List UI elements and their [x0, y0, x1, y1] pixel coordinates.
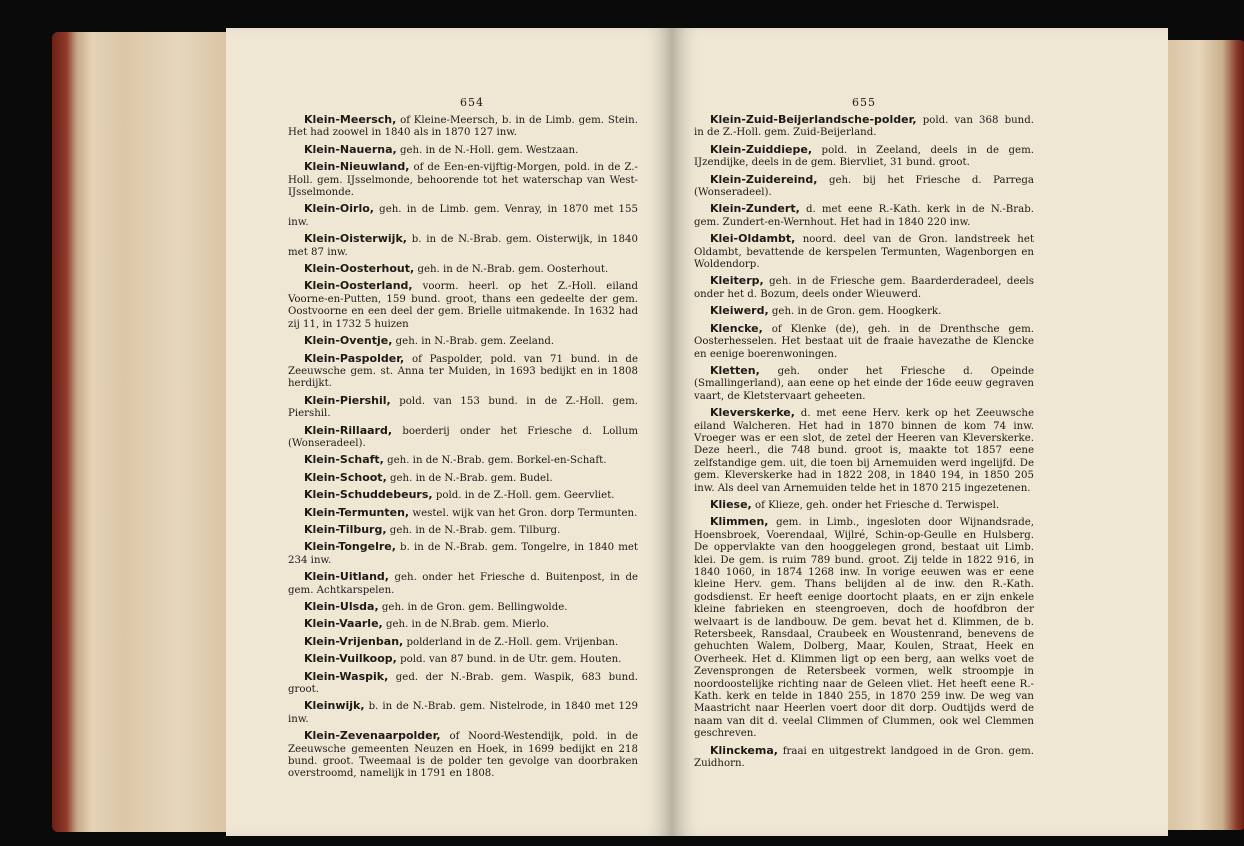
dictionary-entry: [694, 516, 1034, 740]
entry-text: pold. in Zeeland, deels in de gem. IJzendijke, deels in de gem. Biervliet, 31 bund. groot.: [694, 144, 1034, 169]
dictionary-entry: [694, 365, 1034, 403]
entry-text: of de Een-en-vijftig-Morgen, pold. in de Z.-Holl. gem. IJsselmonde, behoorende tot het waterschap van West-IJsselmonde.: [288, 162, 638, 199]
entry-text: geh. in de N.Brab. gem. Mierlo.: [385, 619, 550, 631]
entry-text: geh. in de Gron. gem. Bellingwolde.: [381, 602, 568, 613]
entry-text: polderland in de Z.-Holl. gem. Vrijenban.: [406, 636, 619, 648]
dictionary-entry: [694, 275, 1034, 301]
dictionary-entry: [694, 203, 1034, 229]
entry-text: d. met eene Herv. kerk op het Zeeuwsche eiland Walcheren. Het had in 1870 binnen de kom 74 inw. Vroeger was er een slot, de zetel der Heeren van Kleverskerke. Deze heerl., die 748 bund. groot is, maakte tot 1857 eene zelfstandige gem. uit, die toen bij Arnemuiden werd ingelijfd. De gem. Kleverskerke had in 1822 208, in 1840 194, in 1850 205 inw. Als deel van Arnemuiden telde het in 1870 215 ingezetenen.: [694, 408, 1034, 494]
entry-headword: Klein-Paspolder,: [304, 351, 405, 365]
dictionary-entry: [288, 144, 638, 157]
entry-headword: Klein-Vuilkoop,: [304, 652, 397, 666]
dictionary-entry: [288, 233, 638, 259]
entry-headword: Klein-Nieuwland,: [304, 160, 410, 174]
page-stack-left: [52, 32, 232, 832]
entry-headword: Klein-Schoot,: [304, 470, 387, 484]
entry-text: noord. deel van de Gron. landstreek het Oldambt, bevattende de kerspelen Termunten, Wagenborgen en Woldendorp.: [694, 234, 1034, 271]
dictionary-entry: [288, 472, 638, 485]
dictionary-entry: [288, 203, 638, 229]
book-spread: [30, 10, 1230, 840]
entry-headword: Klei-Oldambt,: [710, 232, 796, 246]
entry-text: geh. in de N.-Brab. gem. Borkel-en-Schaft.: [387, 455, 607, 467]
entry-headword: Kleinwijk,: [304, 699, 365, 713]
dictionary-entry: [288, 524, 638, 537]
entry-text: geh. in de N.-Brab. gem. Budel.: [390, 472, 553, 484]
entry-text: of Klieze, geh. onder het Friesche d. Terwispel.: [754, 499, 1000, 511]
entry-headword: Klein-Schaft,: [304, 453, 384, 467]
entry-headword: Kleiwerd,: [710, 304, 769, 318]
entry-text: of Paspolder, pold. van 71 bund. in de Zeeuwsche gem. st. Anna ter Muiden, in 1693 bedijkt en in 1808 herdijkt.: [288, 353, 638, 390]
dictionary-entry: [288, 114, 638, 140]
dictionary-entry: [288, 335, 638, 348]
dictionary-entry: [694, 745, 1034, 771]
entry-headword: Klein-Zundert,: [710, 202, 800, 216]
entry-headword: Klein-Schuddebeurs,: [304, 488, 433, 502]
dictionary-entry: [694, 174, 1034, 200]
dictionary-entry: [288, 263, 638, 276]
entry-headword: Klein-Zuid-Beijerlandsche-polder,: [710, 113, 917, 126]
dictionary-entry: [694, 407, 1034, 495]
dictionary-entry: [288, 730, 638, 781]
dictionary-entry: [288, 353, 638, 391]
entry-text: geh. bij het Friesche d. Parrega (Wonseradeel).: [694, 174, 1034, 199]
entry-text: geh. in de Friesche gem. Baarderderadeel, deels onder het d. Bozum, deels onder Wieuwerd.: [694, 276, 1034, 300]
dictionary-entry: [694, 499, 1034, 512]
dictionary-entry: [288, 161, 638, 199]
entry-headword: Kleiterp,: [710, 274, 764, 288]
entry-text: gem. in Limb., ingesloten door Wijnandsrade, Hoensbroek, Voerendaal, Wijlré, Schin-op-Geulle en Hulsberg. De oppervlakte van den hooggelegen grond, bestaat uit Limb. klei. De gem. is ruim 789 bund. groot. Zij telde in 1822 916, in 1840 1060, in 1874 1268 inw. In vorige eeuwen was er eene kleine Herv. gem. Thans belijden al de inw. den R.-Kath. godsdienst. Er heeft eenige doortocht plaats, en er zijn enkele kleine fabrieken en steengroeven, doch de hoofdbron der welvaart is de landbouw. De gem. bevat het d. Klimmen, de b. Retersbeek, Ransdaal, Craubeek en Woustenrand, benevens de gehuchten Walem, Dolberg, Maar, Koulen, Straat, Heek en Overheek. Het d. Klimmen ligt op een berg, aan welks voet de Zevensprongen de Retersbeek vormen, welk stroompje in noordoostelijke richting naar de Geleen vliet. Het heeft eene R.-Kath. kerk en telde in 1840 255, in 1870 259 inw. De weg van Maastricht naar Heerlen voert door dit dorp. Oudtijds werd de naam van dit d. veelal Climmen of Clummen, ook wel Clemmen geschreven.: [694, 517, 1035, 740]
entry-headword: Klein-Vaarle,: [304, 617, 383, 631]
entry-headword: Kletten,: [710, 363, 760, 377]
entry-headword: Klein-Zuidereind,: [710, 172, 818, 186]
entry-headword: Klein-Ulsda,: [304, 600, 379, 613]
entry-text: geh. in de N.-Brab. gem. Tilburg.: [389, 524, 561, 536]
entry-text: geh. onder het Friesche d. Buitenpost, in de gem. Achtkarspelen.: [288, 572, 638, 596]
entry-text: geh. in de N.-Brab. gem. Oosterhout.: [417, 264, 609, 276]
entry-text: b. in de N.-Brab. gem. Tongelre, in 1840 met 234 inw.: [288, 542, 638, 566]
entry-headword: Klein-Oosterhout,: [304, 262, 415, 276]
entry-text: b. in de N.-Brab. gem. Nistelrode, in 1840 met 129 inw.: [288, 701, 638, 725]
page-number: 654: [460, 96, 484, 109]
dictionary-entry: [288, 507, 638, 520]
page-stack-right: [1168, 40, 1244, 830]
dictionary-entry: [288, 700, 638, 726]
right-column: [694, 114, 1034, 775]
entry-headword: Klein-Rillaard,: [304, 423, 393, 437]
entry-headword: Kleverskerke,: [710, 406, 795, 420]
dictionary-entry: [694, 144, 1034, 170]
left-page: [226, 28, 672, 836]
entry-text: geh. in de Limb. gem. Venray, in 1870 met 155 inw.: [288, 204, 638, 228]
entry-text: b. in de N.-Brab. gem. Oisterwijk, in 1840 met 87 inw.: [288, 234, 638, 258]
dictionary-entry: [288, 571, 638, 597]
right-page: [672, 28, 1168, 836]
dictionary-entry: [694, 323, 1034, 361]
entry-headword: Klein-Tilburg,: [304, 522, 387, 536]
dictionary-entry: [694, 114, 1034, 140]
entry-headword: Kliese,: [710, 497, 752, 511]
left-column: [288, 114, 638, 785]
entry-text: d. met eene R.-Kath. kerk in de N.-Brab. gem. Zundert-en-Wernhout. Het had in 1840 220 inw.: [694, 204, 1034, 228]
dictionary-entry: [288, 425, 638, 451]
dictionary-entry: [288, 601, 638, 614]
entry-text: pold. van 87 bund. in de Utr. gem. Houten.: [400, 654, 622, 666]
page-number: 655: [852, 96, 876, 109]
entry-headword: Klencke,: [710, 321, 763, 335]
entry-headword: Klein-Oventje,: [304, 334, 393, 348]
entry-text: geh. in de N.-Holl. gem. Westzaan.: [399, 144, 579, 156]
dictionary-entry: [288, 618, 638, 631]
dictionary-entry: [288, 541, 638, 567]
dictionary-entry: [694, 305, 1034, 318]
entry-text: fraai en uitgestrekt landgoed in de Gron. gem. Zuidhorn.: [694, 745, 1034, 770]
entry-headword: Klein-Piershil,: [304, 393, 391, 407]
dictionary-entry: [288, 671, 638, 697]
entry-headword: Klein-Waspik,: [304, 669, 389, 683]
entry-text: voorm. heerl. op het Z.-Holl. eiland Voorne-en-Putten, 159 bund. groot, thans een gedeelte der gem. Oostvoorne en een deel der gem. Brielle uitmakende. In 1632 had zij 11, in 1732 5 huizen: [288, 281, 638, 330]
entry-headword: Klein-Tongelre,: [304, 540, 396, 554]
dictionary-entry: [288, 280, 638, 331]
dictionary-entry: [288, 653, 638, 666]
entry-headword: Klimmen,: [710, 515, 769, 529]
entry-headword: Klein-Meersch,: [304, 113, 397, 126]
entry-text: of Kleine-Meersch, b. in de Limb. gem. Stein. Het had zoowel in 1840 als in 1870 127 inw.: [288, 115, 638, 139]
entry-text: pold. van 368 bund. in de Z.-Holl. gem. Zuid-Beijerland.: [694, 115, 1034, 139]
entry-headword: Klein-Oosterland,: [304, 279, 413, 293]
entry-headword: Klein-Nauerna,: [304, 142, 397, 156]
entry-headword: Klinckema,: [710, 743, 778, 757]
entry-text: ged. der N.-Brab. gem. Waspik, 683 bund. groot.: [288, 671, 638, 696]
entry-headword: Klein-Vrijenban,: [304, 634, 404, 648]
entry-text: pold. van 153 bund. in de Z.-Holl. gem. Piershil.: [288, 395, 638, 420]
entry-text: geh. onder het Friesche d. Opeinde (Smallingerland), aan eene op het einde der 16de eeuw gegraven vaart, de Kletstervaart geheeten.: [694, 365, 1034, 402]
entry-text: boerderij onder het Friesche d. Lollum (Wonseradeel).: [288, 425, 638, 449]
dictionary-entry: [288, 636, 638, 649]
entry-headword: Klein-Zuiddiepe,: [710, 142, 812, 156]
dictionary-entry: [694, 233, 1034, 271]
dictionary-entry: [288, 395, 638, 421]
dictionary-entry: [288, 454, 638, 467]
entry-text: geh. in de Gron. gem. Hoogkerk.: [771, 306, 942, 318]
entry-headword: Klein-Termunten,: [304, 505, 410, 519]
entry-text: westel. wijk van het Gron. dorp Termunten.: [412, 507, 638, 519]
entry-headword: Klein-Uitland,: [304, 570, 389, 584]
entry-text: pold. in de Z.-Holl. gem. Geervliet.: [435, 490, 615, 502]
entry-text: geh. in N.-Brab. gem. Zeeland.: [395, 336, 555, 348]
entry-text: of Klenke (de), geh. in de Drenthsche gem. Oosterhesselen. Het bestaat uit de fraaie havezathe de Klencke en eenige boerenwoningen.: [694, 323, 1034, 360]
entry-headword: Klein-Zevenaarpolder,: [304, 729, 441, 743]
entry-headword: Klein-Oirlo,: [304, 202, 374, 216]
entry-headword: Klein-Oisterwijk,: [304, 232, 407, 246]
entry-text: of Noord-Westendijk, pold. in de Zeeuwsche gemeenten Neuzen en Hoek, in 1699 bedijkt en 218 bund. groot. Tweemaal is de polder ten gevolge van doorbraken overstroomd, namelijk in 1791 en 1808.: [288, 731, 638, 780]
dictionary-entry: [288, 489, 638, 502]
